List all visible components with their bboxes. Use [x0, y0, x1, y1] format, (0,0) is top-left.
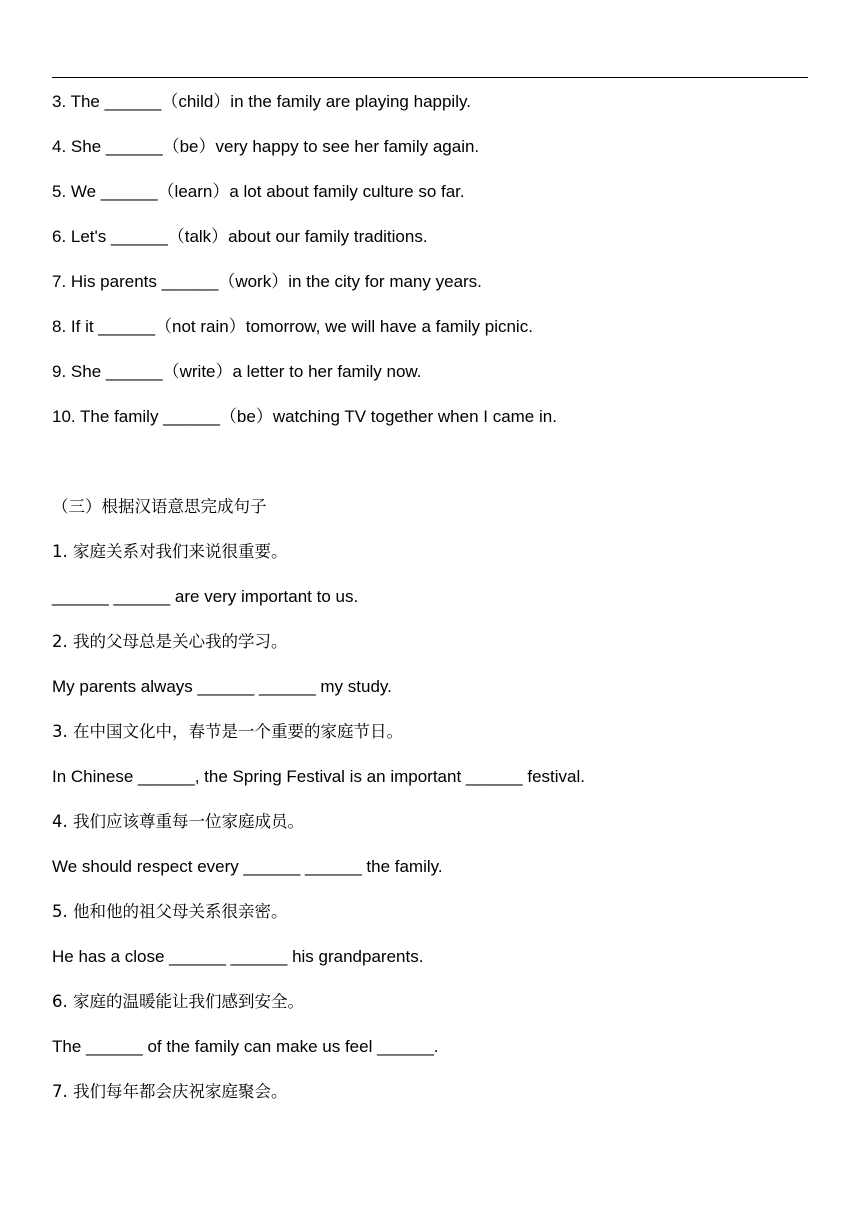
- chinese-prompt: 3. 在中国文化中，春节是一个重要的家庭节日。: [52, 722, 403, 741]
- english-sentence: In Chinese ______, the Spring Festival is an important ______ festival.: [52, 767, 585, 786]
- chinese-prompt: 2. 我的父母总是关心我的学习。: [52, 632, 288, 651]
- exercise-item: 6. Let's ______（talk）about our family traditions.: [52, 227, 428, 246]
- english-sentence: The ______ of the family can make us feel ______.: [52, 1037, 439, 1056]
- exercise-item: 9. She ______（write）a letter to her family now.: [52, 362, 422, 381]
- exercise-item: 5. We ______（learn）a lot about family culture so far.: [52, 182, 465, 201]
- chinese-prompt: 6. 家庭的温暖能让我们感到安全。: [52, 992, 304, 1011]
- chinese-prompt: 5. 他和他的祖父母关系很亲密。: [52, 902, 288, 921]
- header-rule: [52, 77, 808, 78]
- exercise-item: 4. She ______（be）very happy to see her family again.: [52, 137, 480, 156]
- section-heading: （三）根据汉语意思完成句子: [52, 497, 267, 516]
- exercise-item: 8. If it ______（not rain）tomorrow, we will have a family picnic.: [52, 317, 533, 336]
- chinese-prompt: 7. 我们每年都会庆祝家庭聚会。: [52, 1082, 288, 1101]
- exercise-item: 10. The family ______（be）watching TV together when I came in.: [52, 407, 557, 426]
- chinese-prompt: 4. 我们应该尊重每一位家庭成员。: [52, 812, 304, 831]
- exercise-item: 7. His parents ______（work）in the city for many years.: [52, 272, 482, 291]
- chinese-prompt: 1. 家庭关系对我们来说很重要。: [52, 542, 288, 561]
- exercise-item: 3. The ______（child）in the family are playing happily.: [52, 92, 471, 111]
- english-sentence: He has a close ______ ______ his grandparents.: [52, 947, 424, 966]
- english-sentence: We should respect every ______ ______ the family.: [52, 857, 443, 876]
- english-sentence: ______ ______ are very important to us.: [52, 587, 359, 606]
- english-sentence: My parents always ______ ______ my study.: [52, 677, 392, 696]
